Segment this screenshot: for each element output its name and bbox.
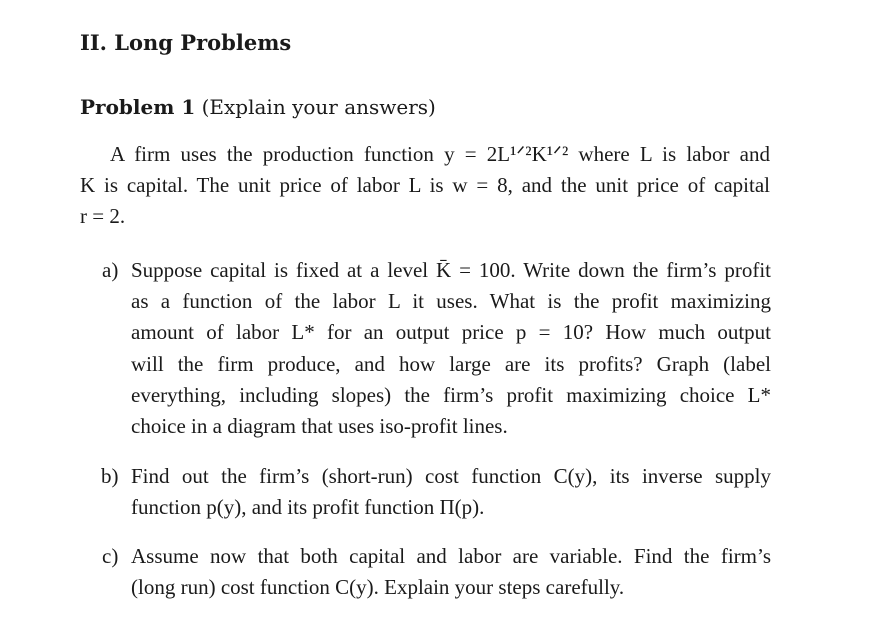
- problem-title: Problem 1: [80, 95, 196, 119]
- intro-line-2: K is capital. The unit price of labor L is w = 8, and the unit price of capital: [80, 173, 770, 197]
- part-b-label: b): [101, 464, 119, 488]
- part-b-line-1: Find out the firm’s (short-run) cost function C(y), its inverse supply: [131, 464, 771, 488]
- part-a-line-5: everything, including slopes) the firm’s profit maximizing choice L*: [131, 383, 771, 407]
- part-a-line-6: choice in a diagram that uses iso-profit lines.: [131, 414, 508, 438]
- section-title: II. Long Problems: [80, 30, 292, 55]
- part-a-line-3: amount of labor L* for an output price p = 10? How much output: [131, 320, 771, 344]
- part-c-label: c): [102, 544, 119, 568]
- part-c-line-1: Assume now that both capital and labor are variable. Find the firm’s: [131, 544, 771, 568]
- intro-line-1: A firm uses the production function y = 2L¹ᐟ²K¹ᐟ² where L is labor and: [110, 142, 770, 166]
- part-c-line-2: (long run) cost function C(y). Explain your steps carefully.: [131, 575, 625, 599]
- part-a-line-4: will the firm produce, and how large are its profits? Graph (label: [131, 352, 771, 376]
- problem-heading: [80, 95, 436, 119]
- part-a-label: a): [102, 258, 119, 282]
- problem-subtitle: (Explain your answers): [201, 95, 436, 119]
- part-a-line-1: Suppose capital is fixed at a level K̄ = 100. Write down the firm’s profit: [131, 258, 771, 282]
- intro-line-3: r = 2.: [80, 204, 126, 228]
- part-a-line-2: as a function of the labor L it uses. What is the profit maximizing: [131, 289, 771, 313]
- part-b-line-2: function p(y), and its profit function Π(p).: [131, 495, 485, 519]
